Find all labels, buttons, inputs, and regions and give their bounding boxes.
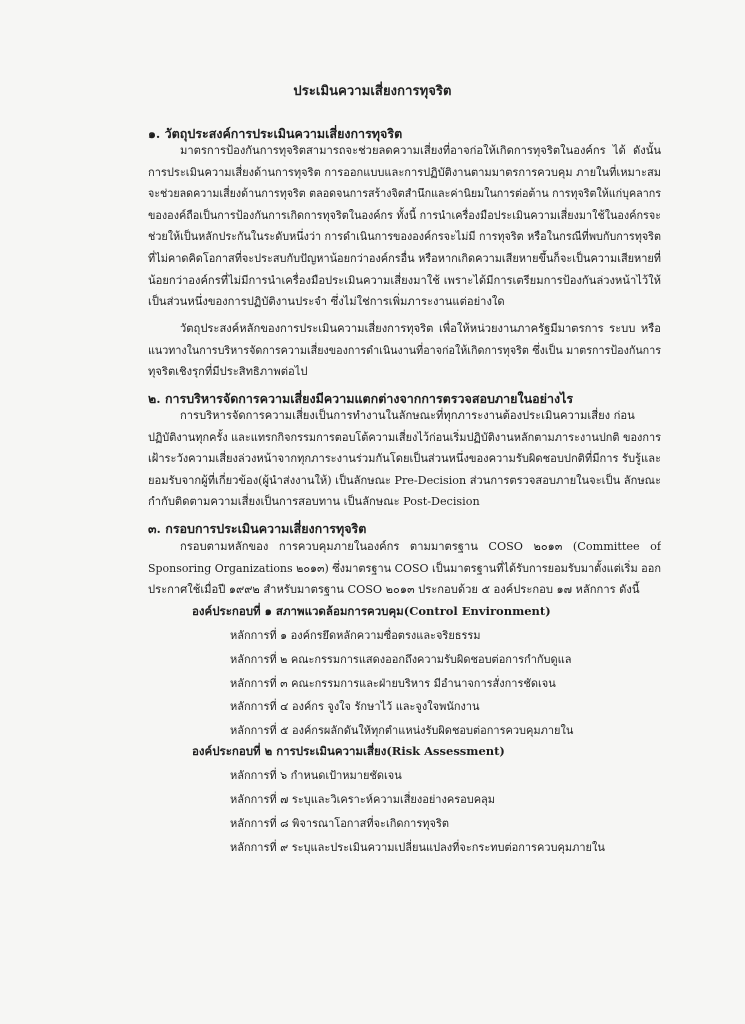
component-2-title: องค์ประกอบที่ ๒ การประเมินความเสี่ยง(Risk Assessment) <box>192 744 505 758</box>
text-line: ช่วยให้เป็นหลักประกันในระดับหนึ่งว่า การดำเนินการขององค์กรจะไม่มี การทุจริต หรือในกรณีที่พบกับการทุจริต <box>148 230 661 244</box>
section-3-heading: ๓. กรอบการประเมินความเสี่ยงการทุจริต <box>148 521 367 536</box>
principle-7: หลักการที่ ๗ ระบุและวิเคราะห์ความเสี่ยงอย่างครอบคลุม <box>230 793 496 806</box>
text-line: ทุจริตเชิงรุกที่มีประสิทธิภาพต่อไป <box>148 365 308 379</box>
section-1-heading: ๑. วัตถุประสงค์การประเมินความเสี่ยงการทุจริต <box>148 126 403 141</box>
text-line: ขององค์ถือเป็นการป้องกันการเกิดการทุจริตในองค์กร ทั้งนี้ การนำเครื่องมือประเมินความเสี่ยงมาใช้ในองค์กรจะ <box>148 208 661 222</box>
text-line: จะช่วยลดความเสี่ยงด้านการทุจริต ตลอดจนการสร้างจิตสำนึกและค่านิยมในการต่อต้าน การทุจริตให้แก่บุคลากร <box>148 187 661 201</box>
text-line: Sponsoring Organizations ๒๐๑๓) ซึ่งมาตรฐาน COSO เป็นมาตรฐานที่ได้รับการยอมรับมาตั้งแต่เริ่ม ออก <box>148 561 661 575</box>
text-line: ยอมรับจากผู้ที่เกี่ยวข้อง(ผู้นำส่งงานให้) เป็นลักษณะ Pre-Decision ส่วนการตรวจสอบภายในจะเป็น ลักษณะ <box>148 473 661 487</box>
principle-1: หลักการที่ ๑ องค์กรยึดหลักความซื่อตรงและจริยธรรม <box>230 629 481 642</box>
text-line: เป็นส่วนหนึ่งของการปฏิบัติงานประจำ ซึ่งไม่ใช่การเพิ่มภาระงานแต่อย่างใด <box>148 295 505 309</box>
text-line: การบริหารจัดการความเสี่ยงเป็นการทำงานในลักษณะที่ทุกภาระงานต้องประเมินความเสี่ยง ก่อน <box>180 409 635 422</box>
section-2-heading: ๒. การบริหารจัดการความเสี่ยงมีความแตกต่างจากการตรวจสอบภายในอย่างไร <box>148 391 574 406</box>
text-line: เฝ้าระวังความเสี่ยงล่วงหน้าจากทุกภาระงานร่วมกันโดยเป็นส่วนหนึ่งของความรับผิดชอบปกติที่มีการ รับรู้และ <box>148 452 661 466</box>
text-line: แนวทางในการบริหารจัดการความเสี่ยงของการดำเนินงานที่อาจก่อให้เกิดการทุจริต ซึ่งเป็น มาตรการป้องกันการ <box>148 343 661 357</box>
text-line: การประเมินความเสี่ยงด้านการทุจริต การออกแบบและการปฏิบัติงานตามมาตรการควบคุม ภายในที่เหมาะสม <box>148 165 661 179</box>
document-title: ประเมินความเสี่ยงการทุจริต <box>293 84 452 99</box>
text-line: น้อยกว่าองค์กรที่ไม่มีการนำเครื่องมือประเมินความเสี่ยงมาใช้ เพราะได้มีการเตรียมการป้องกันล่วงหน้าไว้ให้ <box>148 273 661 287</box>
principle-2: หลักการที่ ๒ คณะกรรมการแสดงออกถึงความรับผิดชอบต่อการกำกับดูแล <box>230 653 572 666</box>
text-line: กรอบตามหลักของ การควบคุมภายในองค์กร ตามมาตรฐาน COSO ๒๐๑๓ (Committee of <box>180 540 661 553</box>
text-line: ที่ไม่คาดคิดโอกาสที่จะประสบกับปัญหาน้อยกว่าองค์กรอื่น หรือหากเกิดความเสียหายขึ้นก็จะเป็นความเสียหายที่ <box>148 251 661 265</box>
text-line: กำกับติดตามความเสี่ยงเป็นการสอบทาน เป็นลักษณะ Post-Decision <box>148 495 480 509</box>
text-line: วัตถุประสงค์หลักของการประเมินความเสี่ยงการทุจริต เพื่อให้หน่วยงานภาครัฐมีมาตรการ ระบบ หรือ <box>180 322 661 335</box>
section-1-paragraph-1 <box>148 140 661 313</box>
principle-3: หลักการที่ ๓ คณะกรรมการและฝ่ายบริหาร มีอำนาจการสั่งการชัดเจน <box>230 677 556 690</box>
principle-8: หลักการที่ ๘ พิจารณาโอกาสที่จะเกิดการทุจริต <box>230 817 450 830</box>
principle-6: หลักการที่ ๖ กำหนดเป้าหมายชัดเจน <box>230 769 402 782</box>
text-line: ประกาศใช้เมื่อปี ๑๙๙๒ สำหรับมาตรฐาน COSO ๒๐๑๓ ประกอบด้วย ๕ องค์ประกอบ ๑๗ หลักการ ดังนี้ <box>148 583 640 597</box>
component-1-title: องค์ประกอบที่ ๑ สภาพแวดล้อมการควบคุม(Control Environment) <box>192 604 551 618</box>
principle-9: หลักการที่ ๙ ระบุและประเมินความเปลี่ยนแปลงที่จะกระทบต่อการควบคุมภายใน <box>230 841 605 854</box>
section-2-paragraph-1 <box>148 405 661 513</box>
section-1-paragraph-2 <box>148 318 661 383</box>
text-line: ปฏิบัติงานทุกครั้ง และแทรกกิจกรรมการตอบโต้ความเสี่ยงไว้ก่อนเริ่มปฏิบัติงานหลักตามภาระงานปกติ ของการ <box>148 430 661 444</box>
section-3-paragraph-1 <box>148 536 661 601</box>
principle-5: หลักการที่ ๕ องค์กรผลักดันให้ทุกตำแหน่งรับผิดชอบต่อการควบคุมภายใน <box>230 724 574 737</box>
principle-4: หลักการที่ ๔ องค์กร จูงใจ รักษาไว้ และจูงใจพนักงาน <box>230 700 480 713</box>
text-line: มาตรการป้องกันการทุจริตสามารถจะช่วยลดความเสี่ยงที่อาจก่อให้เกิดการทุจริตในองค์กร ได้ ดังนั้น <box>180 144 661 157</box>
